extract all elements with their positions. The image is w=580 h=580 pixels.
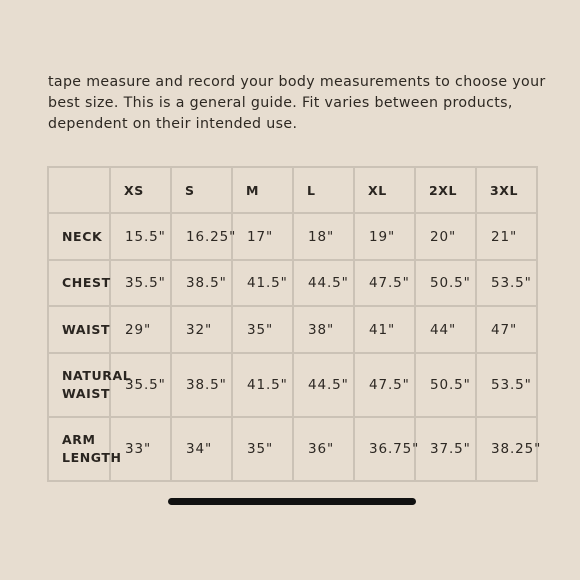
- table-cell: 44.5": [293, 260, 354, 306]
- table-cell: 33": [110, 417, 171, 481]
- table-cell: 50.5": [415, 353, 476, 417]
- row-label-natural-waist: NATURAL WAIST: [48, 353, 110, 417]
- table-cell: 18": [293, 213, 354, 260]
- table-cell: 15.5": [110, 213, 171, 260]
- table-cell: 16.25": [171, 213, 232, 260]
- size-header-3xl: 3XL: [476, 167, 537, 213]
- row-label-chest: CHEST: [48, 260, 110, 306]
- size-header-l: L: [293, 167, 354, 213]
- table-cell: 29": [110, 306, 171, 353]
- row-label-arm-length: ARM LENGTH: [48, 417, 110, 481]
- row-label-waist: WAIST: [48, 306, 110, 353]
- size-guide-intro: [48, 72, 548, 135]
- table-cell: 41.5": [232, 353, 293, 417]
- table-cell: 35": [232, 306, 293, 353]
- table-cell: 38.5": [171, 353, 232, 417]
- table-row: [48, 353, 537, 417]
- table-cell: 35": [232, 417, 293, 481]
- size-header-s: S: [171, 167, 232, 213]
- table-cell: 20": [415, 213, 476, 260]
- table-cell: 32": [171, 306, 232, 353]
- table-row: [48, 213, 537, 260]
- size-header-2xl: 2XL: [415, 167, 476, 213]
- table-cell: 36.75": [354, 417, 415, 481]
- size-chart-table: [47, 166, 542, 482]
- table-cell: 19": [354, 213, 415, 260]
- table-cell: 38": [293, 306, 354, 353]
- size-header-xl: XL: [354, 167, 415, 213]
- table-cell: 44.5": [293, 353, 354, 417]
- intro-line: best size. This is a general guide. Fit varies between products,: [48, 95, 513, 111]
- size-header-row: [48, 167, 537, 213]
- table-cell: 47.5": [354, 260, 415, 306]
- table-cell: 35.5": [110, 353, 171, 417]
- table-cell: 41.5": [232, 260, 293, 306]
- table-cell: 47": [476, 306, 537, 353]
- table-cell: 34": [171, 417, 232, 481]
- table-cell: 36": [293, 417, 354, 481]
- table-cell: 38.5": [171, 260, 232, 306]
- corner-cell: [48, 167, 110, 213]
- table-cell: 41": [354, 306, 415, 353]
- table-cell: 35.5": [110, 260, 171, 306]
- size-header-xs: XS: [110, 167, 171, 213]
- table-cell: 44": [415, 306, 476, 353]
- table-cell: 53.5": [476, 260, 537, 306]
- table-cell: 50.5": [415, 260, 476, 306]
- table-cell: 47.5": [354, 353, 415, 417]
- table-cell: 38.25": [476, 417, 537, 481]
- size-header-m: M: [232, 167, 293, 213]
- intro-line: dependent on their intended use.: [48, 116, 298, 132]
- row-label-neck: NECK: [48, 213, 110, 260]
- table-cell: 37.5": [415, 417, 476, 481]
- intro-line: tape measure and record your body measurements to choose your: [48, 74, 546, 90]
- table-row: [48, 306, 537, 353]
- table-cell: 21": [476, 213, 537, 260]
- table-cell: 53.5": [476, 353, 537, 417]
- table-cell: 17": [232, 213, 293, 260]
- table-row: [48, 417, 537, 481]
- table-row: [48, 260, 537, 306]
- home-indicator[interactable]: [168, 498, 416, 505]
